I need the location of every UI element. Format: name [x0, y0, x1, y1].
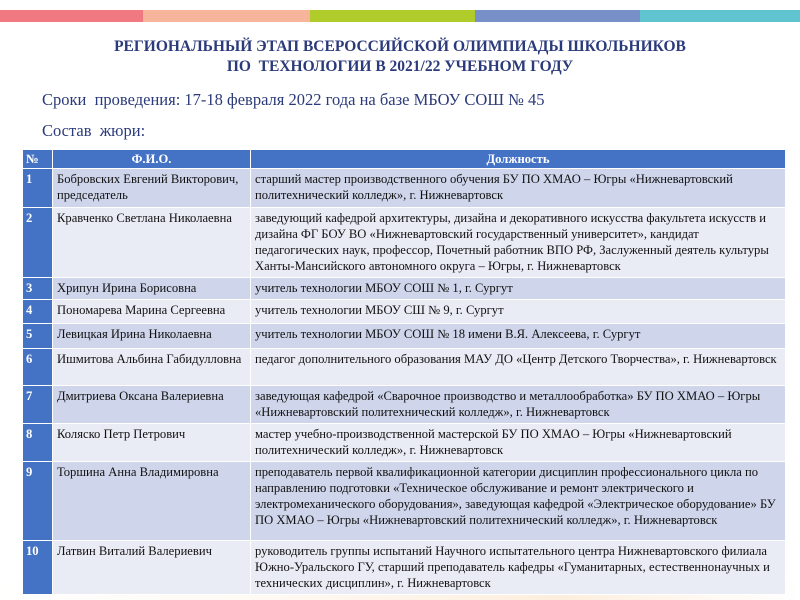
table-row — [23, 278, 786, 300]
member-position: преподаватель первой квалификационной категории дисциплин профессионального цикла по направлению подготовки «Техническое обслуживание и ремонт электрического и электромеханического оборудования», заведующая кафедрой «Электрическое оборудование» БУ ПО ХМАО – Югры «Нижневартовский политехнический колледж», г. Нижневартовск — [251, 462, 786, 541]
member-name: Дмитриева Оксана Валериевна — [53, 386, 251, 424]
header-number: № — [23, 150, 53, 169]
member-name: Коляско Петр Петрович — [53, 424, 251, 462]
bar-segment — [475, 10, 640, 22]
member-position: мастер учебно-производственной мастерской БУ ПО ХМАО – Югры «Нижневартовский политехнический колледж», г. Нижневартовск — [251, 424, 786, 462]
bar-segment — [310, 10, 475, 22]
member-position: учитель технологии МБОУ СШ № 9, г. Сургут — [251, 300, 786, 324]
header-position: Должность — [251, 150, 786, 169]
member-name: Латвин Виталий Валериевич — [53, 541, 251, 595]
title-line-2: ПО ТЕХНОЛОГИИ В 2021/22 УЧЕБНОМ ГОДУ — [226, 58, 574, 75]
row-number: 4 — [23, 300, 53, 324]
member-name: Бобровских Евгений Викторович, председатель — [53, 169, 251, 208]
row-number: 8 — [23, 424, 53, 462]
member-position: педагог дополнительного образования МАУ ДО «Центр Детского Творчества», г. Нижневартовск — [251, 349, 786, 386]
member-name: Ишмитова Альбина Габидулловна — [53, 349, 251, 386]
member-position: заведующий кафедрой архитектуры, дизайна и декоративного искусства факультета искусств и дизайна ФГ БОУ ВО «Нижневартовский государственный университет», кандидат педагогических наук, профессор, Почетный работник ВПО РФ, Заслуженный деятель культуры Ханты-Мансийского автономного округа – Югры, г. Нижневартовск — [251, 208, 786, 278]
bar-segment — [0, 10, 143, 22]
member-name: Левицкая Ирина Николаевна — [53, 324, 251, 349]
member-position: руководитель группы испытаний Научного испытательного центра Нижневартовского филиала Южно-Уральского ГУ, старший преподаватель кафедры «Гуманитарных, естественнонаучных и технических дисциплин», г. Нижневартовск — [251, 541, 786, 595]
bar-segment — [143, 10, 310, 22]
member-name: Хрипун Ирина Борисовна — [53, 278, 251, 300]
row-number: 3 — [23, 278, 53, 300]
member-name: Кравченко Светлана Николаевна — [53, 208, 251, 278]
table-row — [23, 208, 786, 278]
row-number: 5 — [23, 324, 53, 349]
table-header-row — [23, 150, 786, 169]
row-number: 7 — [23, 386, 53, 424]
member-name: Торшина Анна Владимировна — [53, 462, 251, 541]
row-number: 1 — [23, 169, 53, 208]
table-row — [23, 324, 786, 349]
page-title — [0, 37, 800, 77]
jury-label: Состав жюри: — [42, 121, 146, 140]
table-row — [23, 424, 786, 462]
bar-segment — [640, 10, 800, 22]
title-line-1: РЕГИОНАЛЬНЫЙ ЭТАП ВСЕРОССИЙСКОЙ ОЛИМПИАДЫ ШКОЛЬНИКОВ — [114, 38, 686, 55]
member-position: заведующая кафедрой «Сварочное производство и металлообработка» БУ ПО ХМАО – Югры «Нижневартовский политехнический колледж», г. Нижневартовск — [251, 386, 786, 424]
member-position: учитель технологии МБОУ СОШ № 1, г. Сургут — [251, 278, 786, 300]
table-row — [23, 386, 786, 424]
table-row — [23, 541, 786, 595]
member-position: старший мастер производственного обучения БУ ПО ХМАО – Югры «Нижневартовский политехнический колледж», г. Нижневартовск — [251, 169, 786, 208]
row-number: 2 — [23, 208, 53, 278]
row-number: 6 — [23, 349, 53, 386]
jury-table — [22, 149, 786, 595]
member-name: Пономарева Марина Сергеевна — [53, 300, 251, 324]
event-dates: Сроки проведения: 17-18 февраля 2022 года на базе МБОУ СОШ № 45 — [42, 90, 545, 109]
member-position: учитель технологии МБОУ СОШ № 18 имени В.Я. Алексеева, г. Сургут — [251, 324, 786, 349]
table-row — [23, 169, 786, 208]
table-row — [23, 300, 786, 324]
decorative-color-bar — [0, 10, 800, 22]
row-number: 10 — [23, 541, 53, 595]
row-number: 9 — [23, 462, 53, 541]
table-row — [23, 462, 786, 541]
header-name: Ф.И.О. — [53, 150, 251, 169]
table-row — [23, 349, 786, 386]
